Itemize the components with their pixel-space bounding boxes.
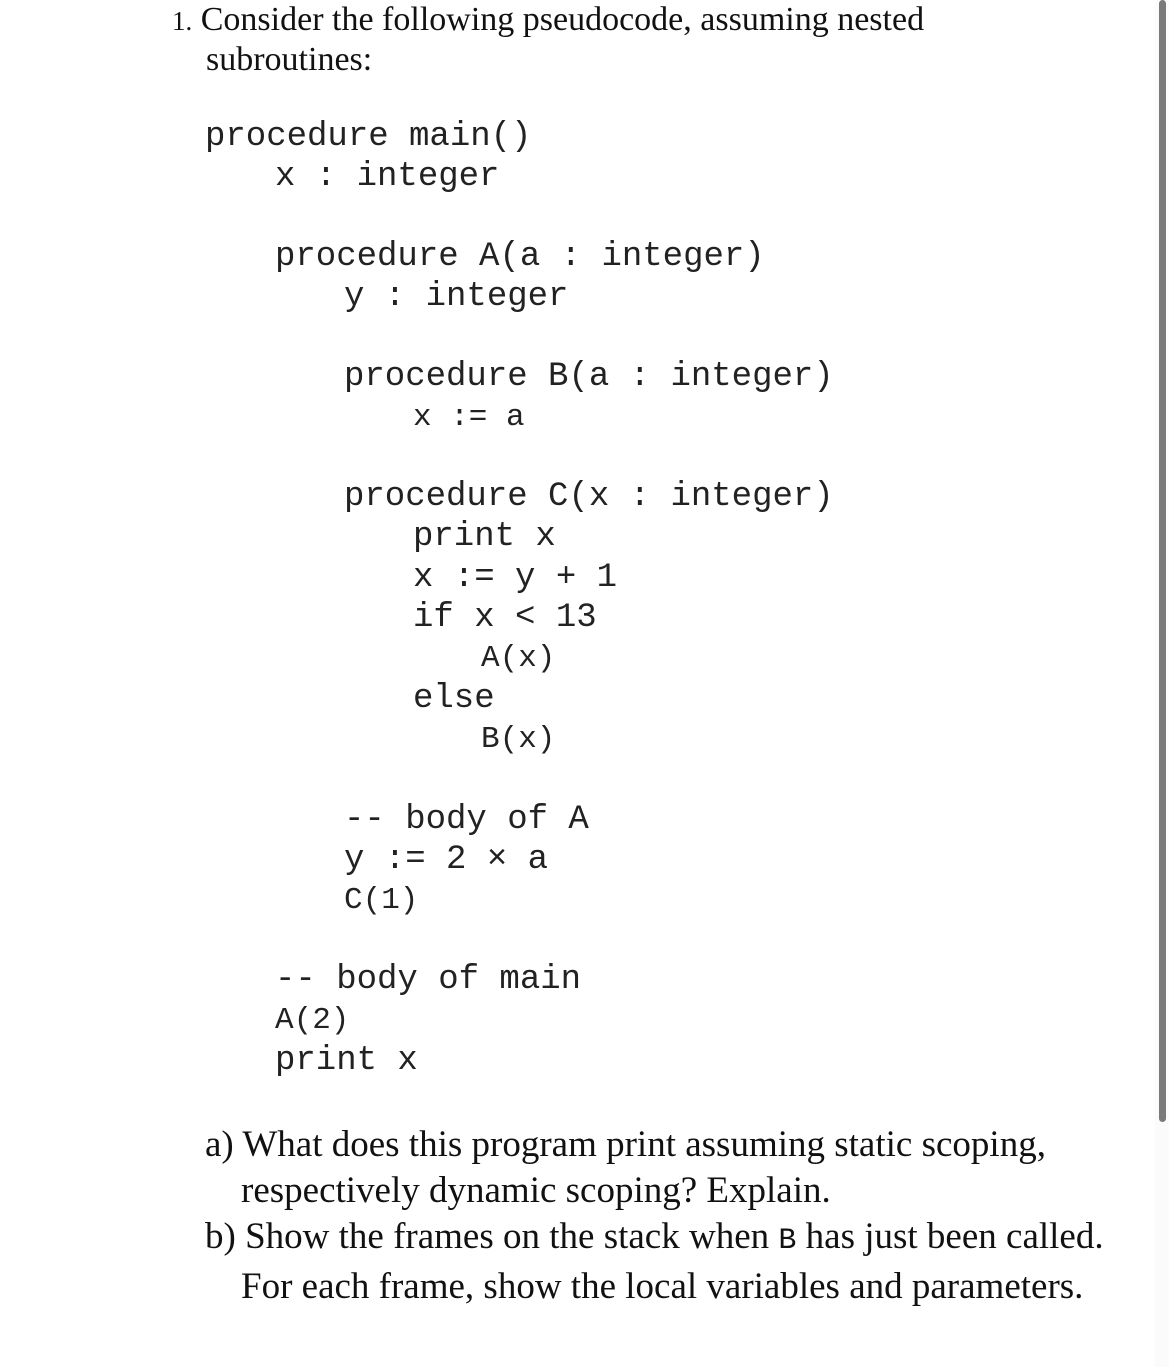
code-line: else — [413, 680, 495, 718]
code-line: A(x) — [481, 641, 556, 676]
part-b-text-after: has just been called. For each frame, show the local variables and parameters. — [241, 1216, 1104, 1307]
code-line: y := 2 × a — [344, 841, 549, 879]
question-number: 1. — [172, 6, 193, 36]
code-line: print x — [413, 518, 556, 556]
part-a — [205, 1122, 1105, 1214]
code-line: procedure A(a : integer) — [275, 238, 765, 276]
part-a-label: a) — [205, 1124, 234, 1165]
question-parts — [205, 1122, 1105, 1310]
code-line: C(1) — [344, 883, 419, 918]
code-line: procedure B(a : integer) — [344, 358, 834, 396]
vertical-scrollbar[interactable] — [1155, 0, 1169, 1367]
code-line: B(x) — [481, 722, 556, 757]
part-b-inline-code: B — [778, 1224, 797, 1258]
code-comment: -- body of A — [344, 801, 589, 839]
code-comment: -- body of main — [275, 961, 582, 999]
part-b-label: b) — [205, 1216, 236, 1257]
part-b — [205, 1214, 1105, 1310]
code-line: x := a — [413, 400, 525, 435]
code-line: A(2) — [275, 1003, 350, 1038]
code-line: procedure C(x : integer) — [344, 478, 834, 516]
code-line: if x < 13 — [413, 599, 597, 637]
code-line: procedure main() — [205, 118, 532, 156]
pseudocode-block — [205, 117, 905, 1080]
part-a-text: What does this program print assuming static scoping, respectively dynamic scoping? Explain. — [241, 1124, 1046, 1211]
scrollbar-thumb[interactable] — [1159, 0, 1166, 1122]
code-line: x := y + 1 — [413, 559, 618, 597]
code-line: print x — [275, 1042, 418, 1080]
question-heading — [172, 0, 925, 78]
code-line: y : integer — [344, 278, 569, 316]
code-line: x : integer — [275, 158, 500, 196]
question-text-line2: subroutines: — [206, 41, 373, 78]
part-b-text-before: Show the frames on the stack when — [245, 1216, 770, 1257]
question-text-line1: Consider the following pseudocode, assuming nested — [200, 1, 925, 38]
